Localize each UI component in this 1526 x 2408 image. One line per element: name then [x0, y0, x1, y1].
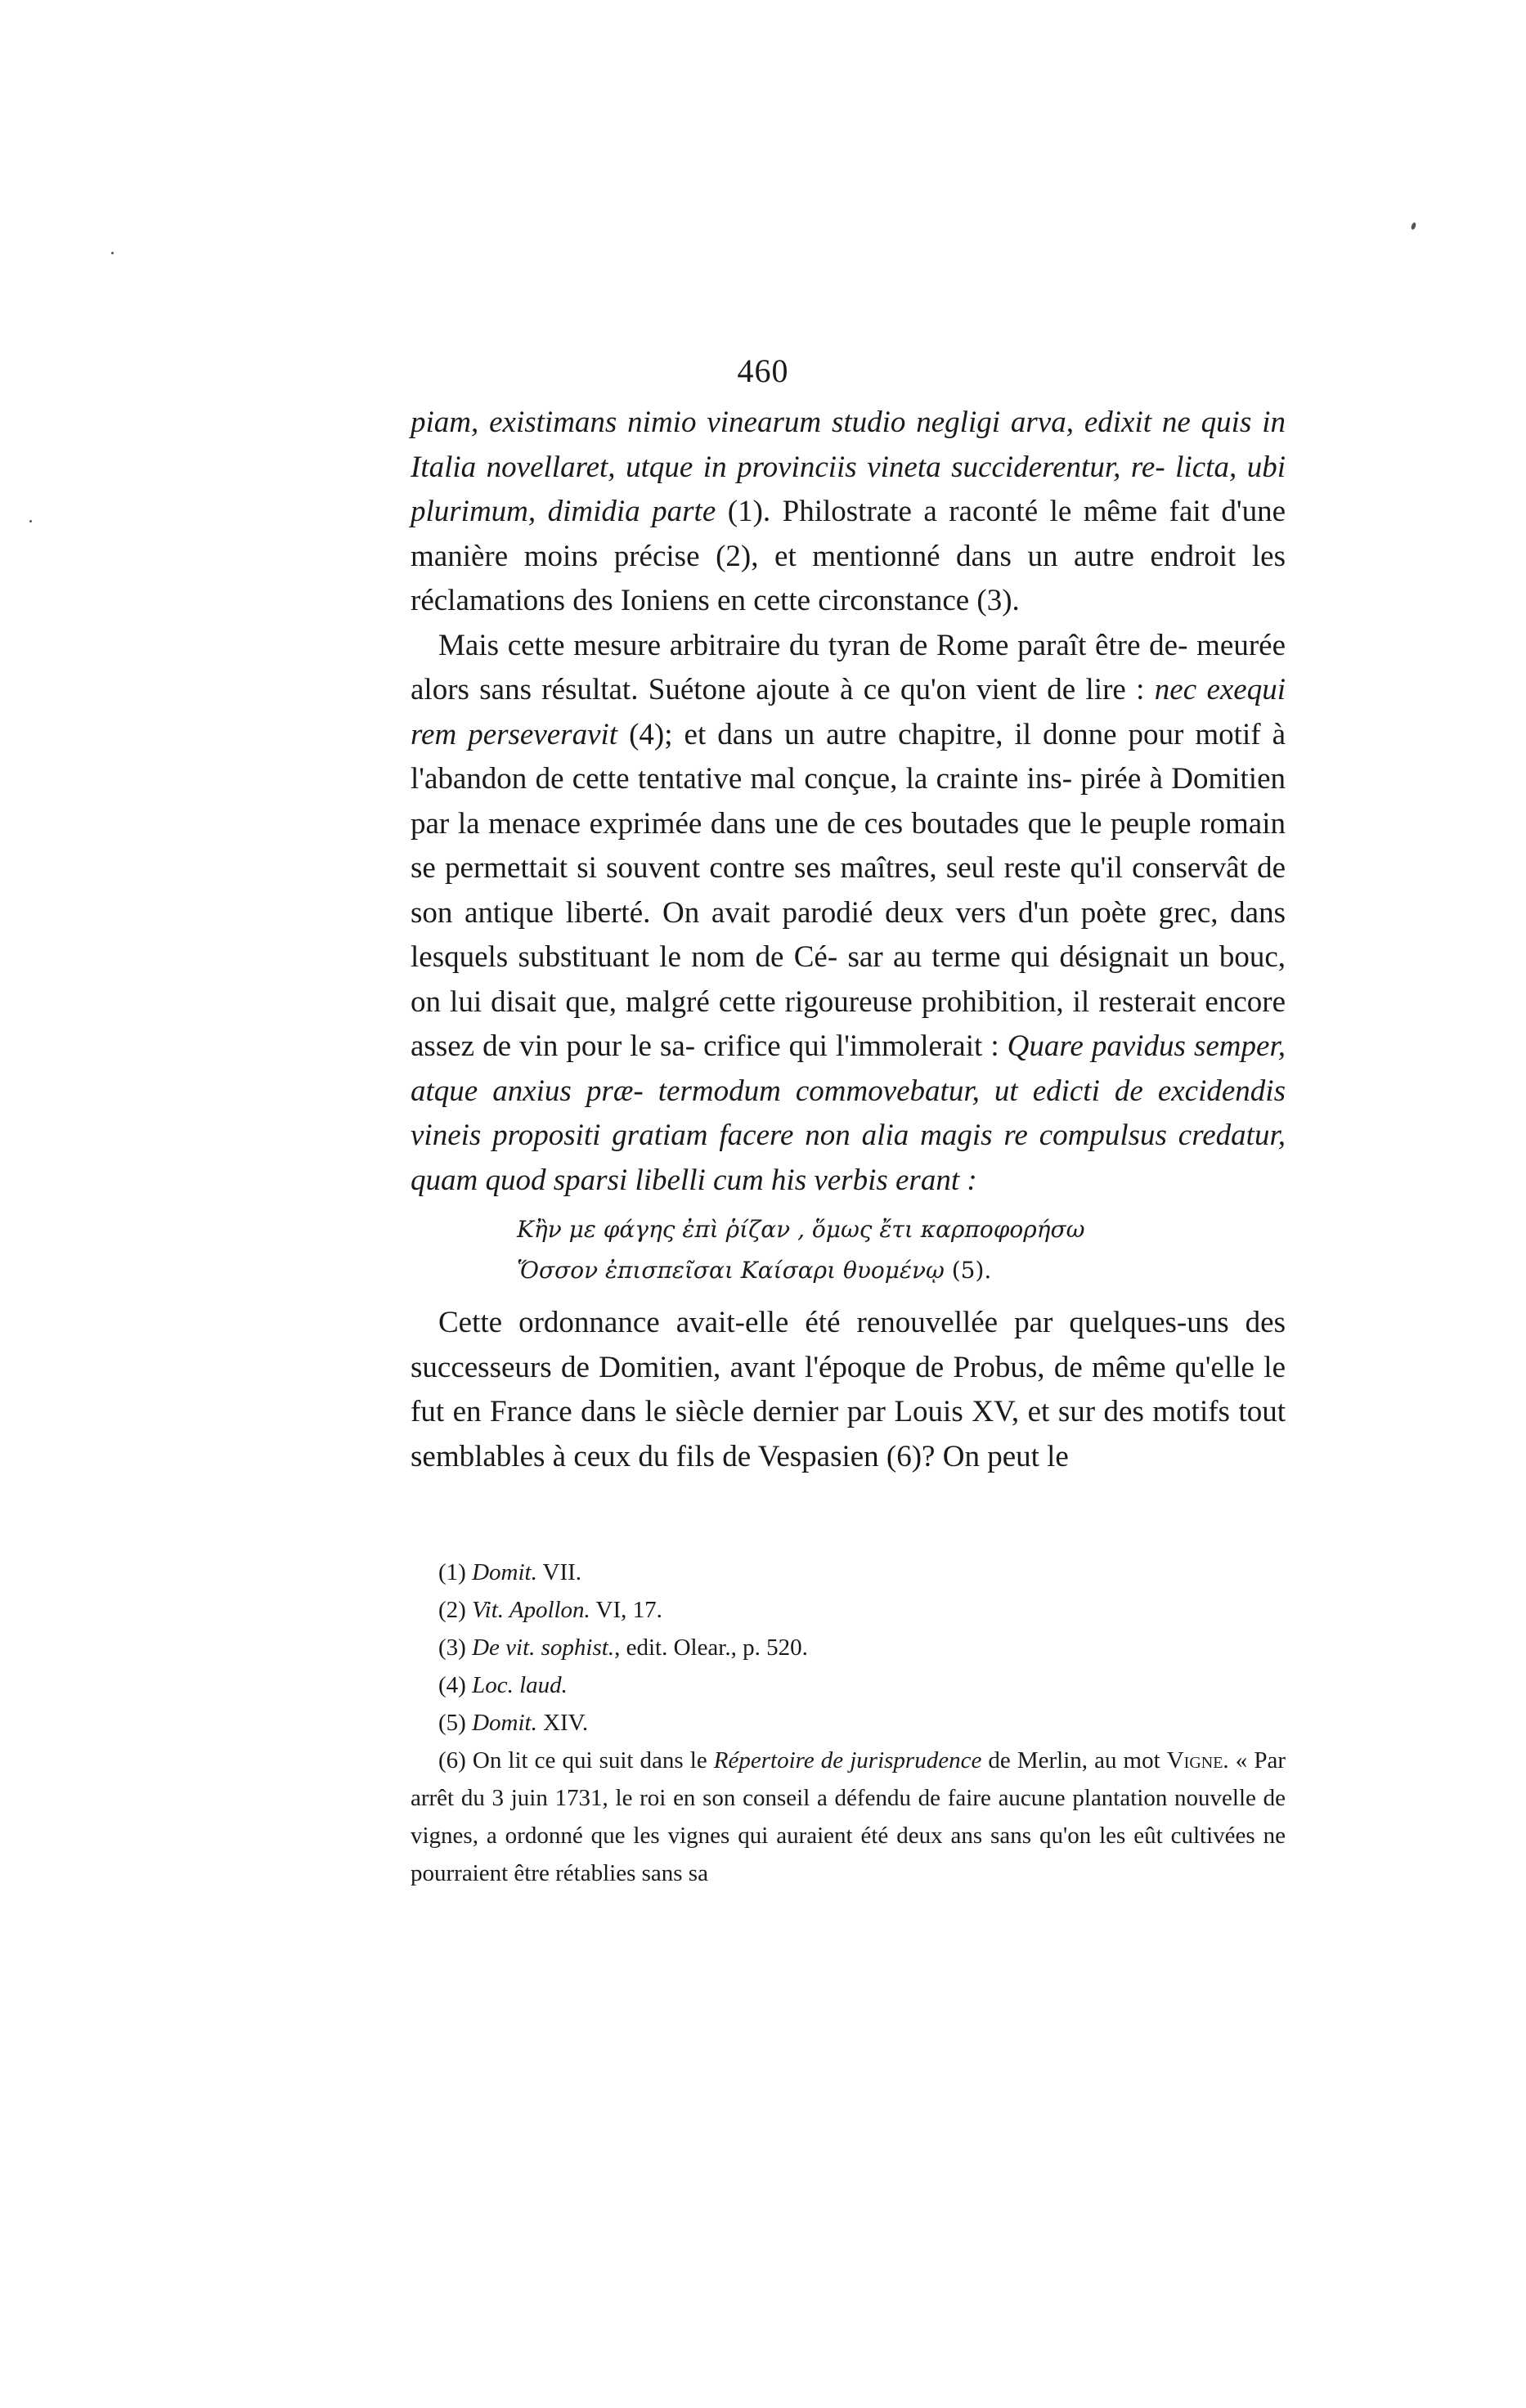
page-number: 460	[737, 352, 789, 389]
footnote-text: XIV.	[536, 1710, 589, 1736]
footnote-4	[411, 1666, 1286, 1704]
footnotes	[411, 1554, 1286, 1892]
footnote-text: VII.	[536, 1559, 582, 1585]
paragraph-1	[411, 401, 1286, 624]
footnote-keyword: Vigne.	[1166, 1747, 1229, 1773]
footnote-source: Domit.	[472, 1559, 537, 1585]
paragraph-text: Mais cette mesure arbitraire du tyran de Rome paraît être de- meurée alors sans résultat. Suétone ajoute à ce qu'on vient de lire :	[411, 628, 1286, 706]
footnote-1	[411, 1554, 1286, 1591]
footnote-source: De vit. sophist.	[472, 1634, 615, 1661]
footnote-text: , edit. Olear., p. 520.	[614, 1634, 808, 1661]
footnote-text: VI, 17.	[590, 1597, 662, 1623]
verse-line-2	[517, 1250, 1286, 1291]
footnote-text: « Par arrêt du 3 juin 1731, le roi en son conseil a défendu de faire aucune plantation nouvelle de vignes, a ordonné que les vignes qui auraient été deux ans sans qu'on les eût cultivées ne pourraient être rétablies sans sa	[411, 1747, 1286, 1886]
margin-speck	[111, 252, 114, 254]
paragraph-3: Cette ordonnance avait-elle été renouvellée par quelques-uns des successeurs de Domitien, avant l'époque de Probus, de même qu'elle le fut en France dans le siècle dernier par Louis XV, et sur des motifs tout semblables à ceux du fils de Vespasien (6)? On peut le	[411, 1306, 1286, 1473]
footnote-number: (5)	[438, 1710, 466, 1736]
margin-speck	[1411, 222, 1417, 230]
footnote-source: Domit.	[472, 1710, 537, 1736]
footnote-5	[411, 1704, 1286, 1742]
footnote-number: (4)	[438, 1672, 466, 1698]
paragraph-text: Philostrate a raconté le même fait d'une manière moins précise (2), et mentionné dans un autre endroit les réclamations des Ioniens en cette circonstance (3).	[411, 495, 1286, 617]
latin-quote: piam, existimans nimio vinearum studio negligi arva, edixit ne quis in Italia novellaret, utque in provinciis vineta succiderentur, re- licta, ubi plurimum, dimidia parte	[411, 406, 1286, 528]
paragraph-text: (4); et dans un autre chapitre, il donne pour motif à l'abandon de cette tentative mal conçue, la crainte ins- pirée à Domitien par la menace exprimée dans une de ces boutades que le peuple romain se permettait si souvent contre ses maîtres, seul reste qu'il conservât de son antique liberté. On avait parodié deux vers d'un poète grec, dans lesquels substituant le nom de Cé- sar au terme qui désignait un bouc, on lui disait que, malgré cette rigoureuse prohibition, il resterait encore assez de vin pour le sa- crifice qui l'immolerait :	[411, 717, 1286, 1063]
note-ref: (5).	[951, 1257, 992, 1284]
footnote-source: Loc. laud.	[472, 1672, 568, 1698]
note-ref: (1).	[727, 495, 771, 528]
verse-line-1: Κἢν με φάγης ἐπὶ ῥίζαν , ὅμως ἔτι καρποφορήσω	[517, 1216, 1085, 1243]
footnote-text: On lit ce qui suit dans le	[465, 1747, 714, 1773]
verse-line-2-text: Ὅσσον ἐπισπεῖσαι Καίσαρι θυομένῳ	[517, 1257, 945, 1284]
footnote-number: (1)	[438, 1559, 466, 1585]
main-text	[411, 401, 1286, 1479]
greek-verse	[517, 1209, 1286, 1291]
footnote-source: Vit. Apollon.	[472, 1597, 590, 1623]
footnote-number: (2)	[438, 1597, 466, 1623]
footnote-source: Répertoire de jurisprudence	[713, 1747, 982, 1773]
footnote-6	[411, 1742, 1286, 1892]
paragraph-2	[411, 624, 1286, 1204]
latin-quote: nec exequi rem perseveravit	[411, 673, 1286, 751]
footnote-3	[411, 1629, 1286, 1666]
latin-quote: Quare pavidus semper, atque anxius præ- termodum commovebatur, ut edicti de excidendis vineis propositi gratiam facere non alia magis re compulsus credatur, quam quod sparsi libelli cum his verbis erant :	[411, 1029, 1286, 1197]
footnote-2	[411, 1591, 1286, 1629]
footnote-number: (6)	[438, 1747, 466, 1773]
footnote-number: (3)	[438, 1634, 466, 1661]
margin-speck	[29, 520, 32, 522]
footnote-text: de Merlin, au mot	[981, 1747, 1167, 1773]
